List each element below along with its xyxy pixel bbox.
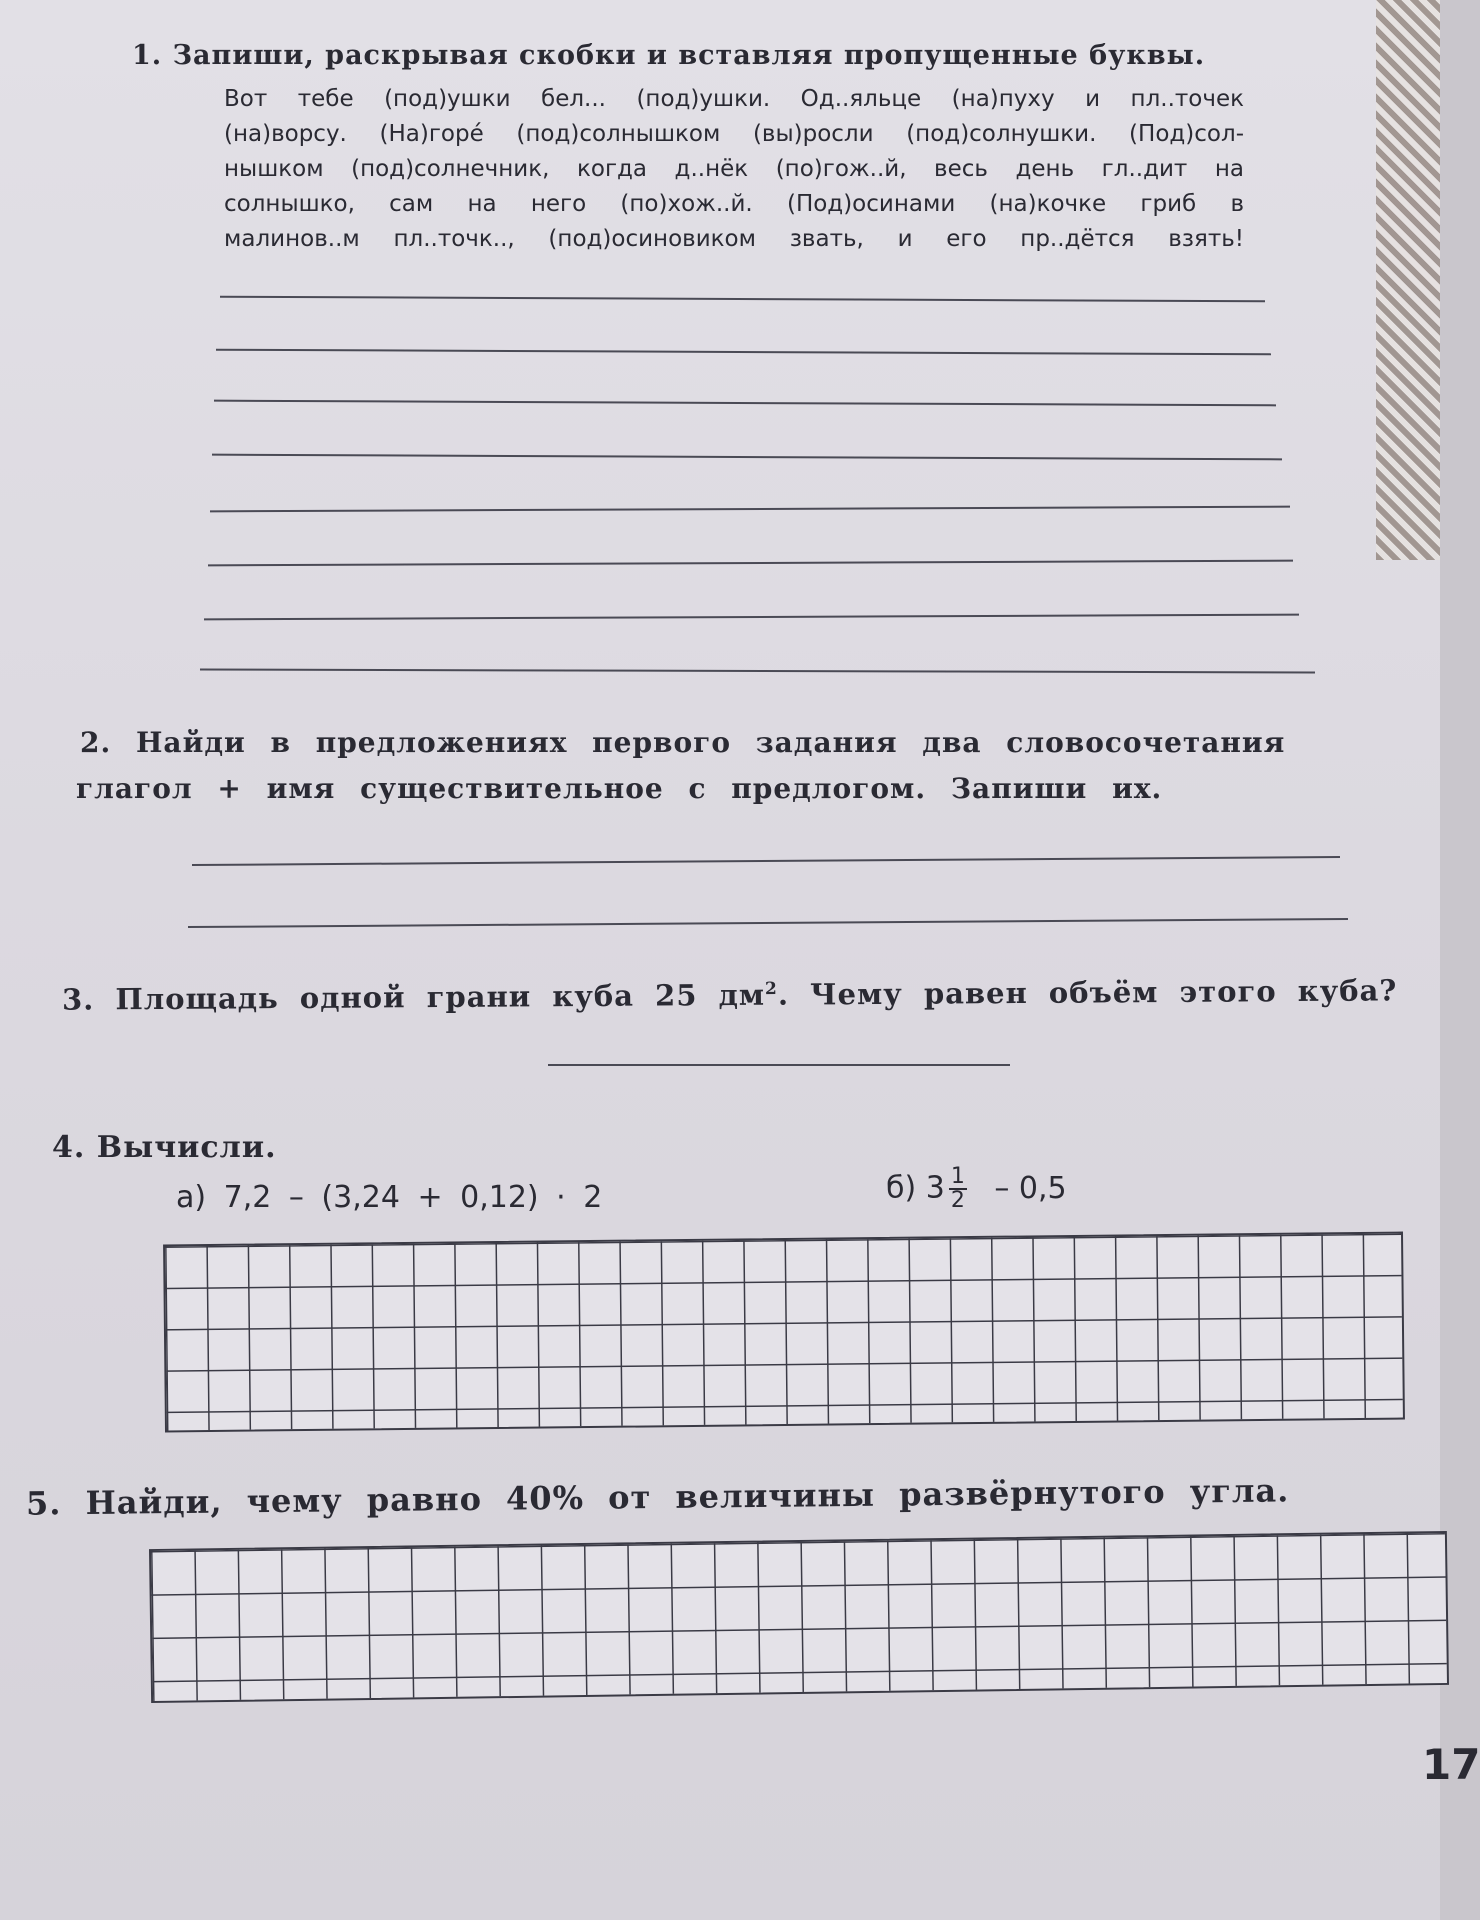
task4-b-label: б) 3: [886, 1170, 945, 1206]
task1-line: (на)ворсу. (На)горé (под)солнышком (вы)росли (под)солнушки. (Под)сол-: [224, 121, 1244, 147]
answer-line[interactable]: [220, 296, 1265, 302]
answer-line[interactable]: [548, 1064, 1010, 1066]
answer-line[interactable]: [214, 400, 1276, 406]
answer-line[interactable]: [188, 918, 1348, 928]
task4-b-rest: – 0,5: [994, 1170, 1067, 1206]
answer-line[interactable]: [216, 349, 1271, 355]
task3-superscript: 2: [764, 979, 778, 1000]
fraction: [949, 1166, 967, 1212]
answer-line[interactable]: [212, 454, 1282, 460]
fraction-denominator: 2: [950, 1188, 965, 1213]
task4-answer-grid[interactable]: [163, 1232, 1405, 1433]
page-number: 17: [1422, 1740, 1480, 1789]
tablecloth-background: [1376, 0, 1440, 560]
task1-text: [224, 82, 1244, 257]
task1-line: Вот тебе (под)ушки бел... (под)ушки. Од..яльце (на)пуху и пл..точек: [224, 86, 1244, 112]
task1-title: 1. Запиши, раскрывая скобки и вставляя пропущенные буквы.: [132, 40, 1206, 71]
task4-title: 4. Вычисли.: [52, 1130, 277, 1165]
task3-question: [62, 973, 1398, 1016]
task2-line1: 2. Найди в предложениях первого задания два словосочетания: [80, 726, 1286, 759]
task2-line2: глагол + имя существительное с предлогом. Запиши их.: [76, 772, 1163, 805]
answer-line[interactable]: [200, 669, 1315, 673]
answer-line[interactable]: [210, 506, 1290, 512]
answer-line[interactable]: [208, 560, 1293, 566]
task1-line: солнышко, сам на него (по)хож..й. (Под)осинами (на)кочке гриб в: [224, 191, 1244, 217]
answer-line[interactable]: [192, 856, 1340, 866]
task1-line: малинов..м пл..точк.., (под)осиновиком звать, и его пр..дётся взять!: [224, 226, 1244, 252]
task5-title: 5. Найди, чему равно 40% от величины развёрнутого угла.: [25, 1471, 1290, 1523]
task4-expression-b: [886, 1166, 1067, 1212]
answer-line[interactable]: [204, 614, 1299, 620]
task4-expression-a: а) 7,2 – (3,24 + 0,12) · 2: [176, 1180, 603, 1215]
fraction-numerator: 1: [950, 1164, 965, 1189]
task3-text: 3. Площадь одной грани куба 25 дм: [61, 977, 766, 1017]
task3-text: . Чему равен объём этого куба?: [777, 973, 1398, 1012]
task1-line: нышком (под)солнечник, когда д..нёк (по)гож..й, весь день гл..дит на: [224, 156, 1244, 182]
task5-answer-grid[interactable]: [149, 1531, 1449, 1703]
